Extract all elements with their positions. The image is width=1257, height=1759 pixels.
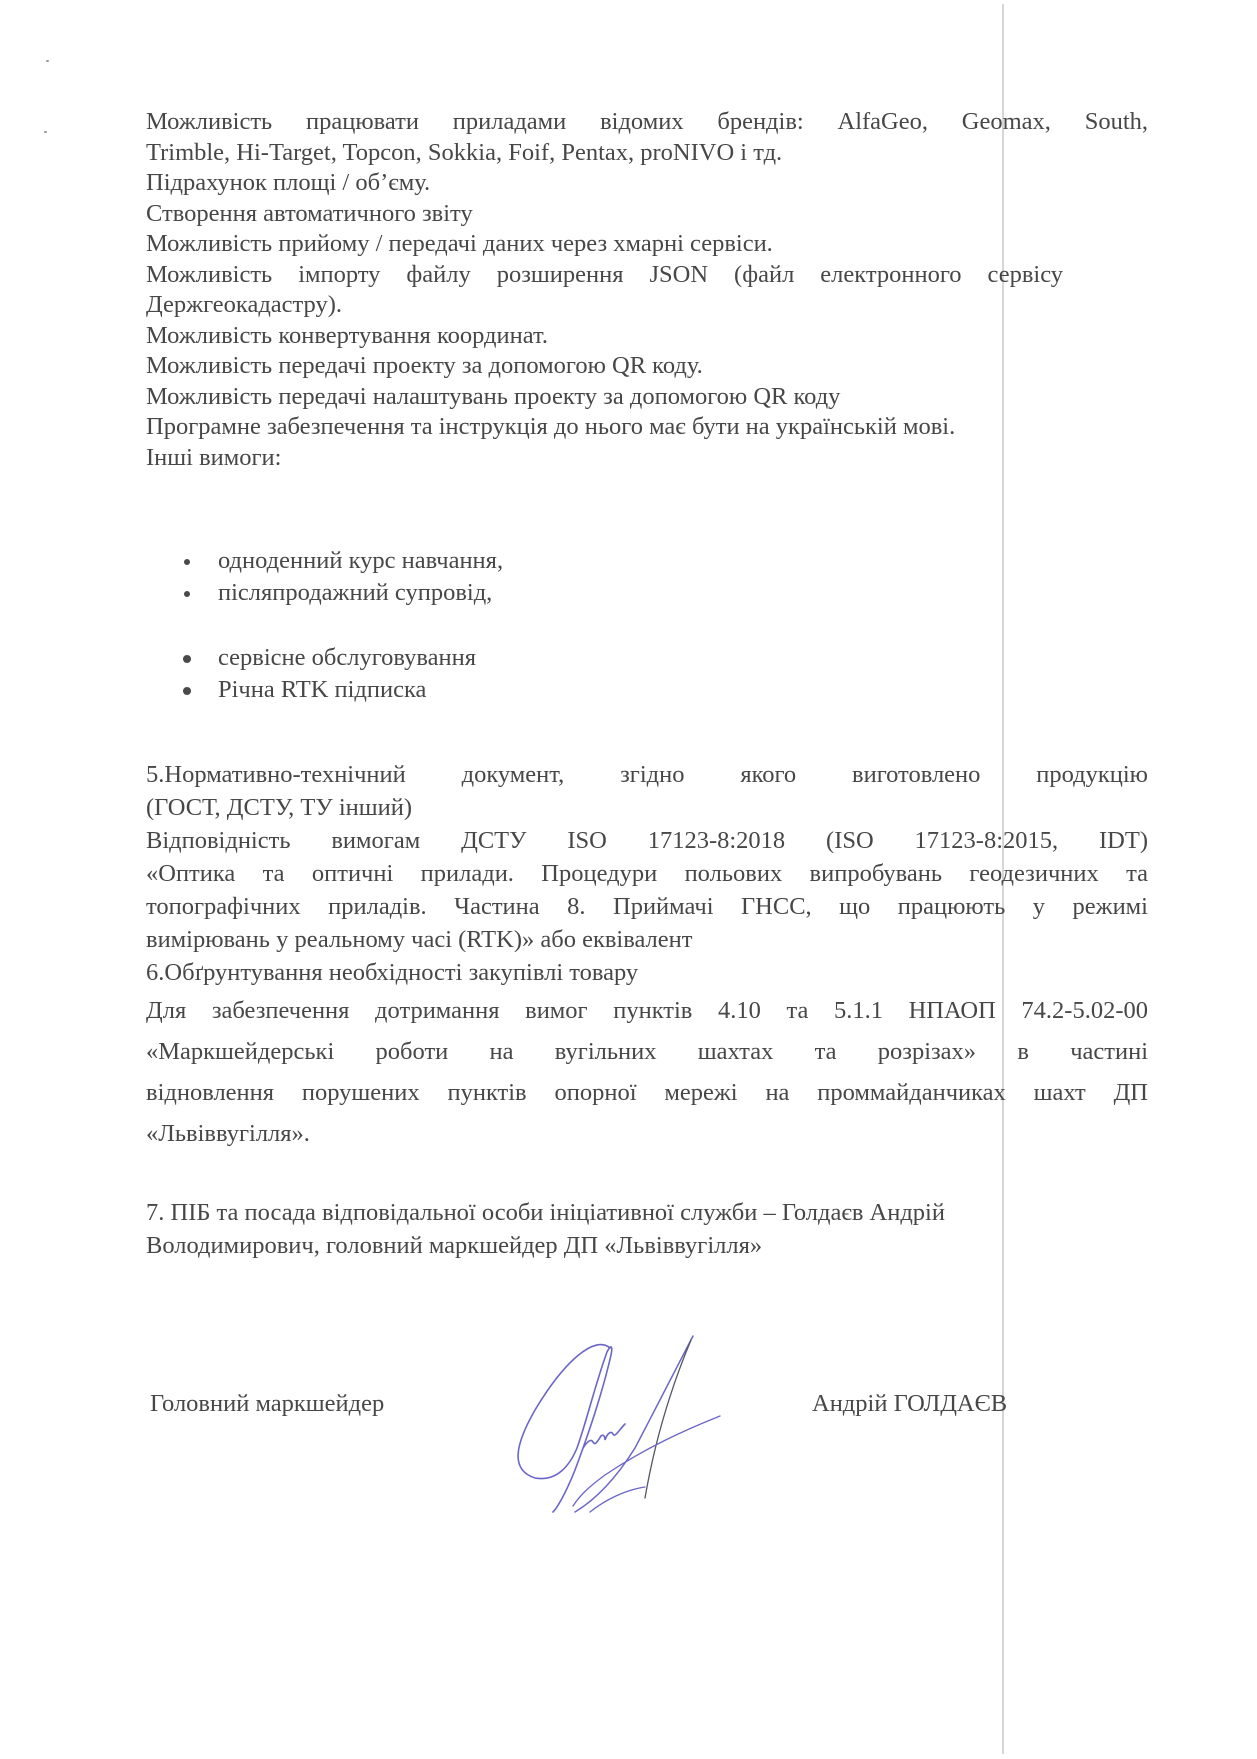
section-6-line: «Львіввугілля». bbox=[146, 1120, 310, 1147]
section-5-line: топографічних приладів. Частина 8. Приймачі ГНСС, що працюють у режимі bbox=[146, 893, 1148, 920]
section-5 bbox=[146, 758, 1148, 956]
bullet-icon bbox=[183, 687, 191, 695]
requirement-line: Створення автоматичного звіту bbox=[146, 199, 473, 227]
section-6-line: Для забезпечення дотримання вимог пунктів 4.10 та 5.1.1 НПАОП 74.2-5.02-00 bbox=[146, 997, 1148, 1024]
requirement-line: Можливість передачі налаштувань проекту за допомогою QR коду bbox=[146, 382, 841, 410]
list-item-text: післяпродажний супровід, bbox=[218, 579, 493, 606]
list-item bbox=[146, 674, 476, 706]
scan-speck bbox=[46, 60, 49, 62]
handwritten-signature bbox=[495, 1330, 735, 1515]
requirements-list bbox=[146, 107, 1148, 473]
section-7-line: 7. ПІБ та посада відповідальної особи ініціативної служби – Голдаєв Андрій bbox=[146, 1199, 945, 1226]
list-item bbox=[146, 577, 503, 609]
section-5-line: «Оптика та оптичні прилади. Процедури польових випробувань геодезичних та bbox=[146, 860, 1148, 887]
list-item bbox=[146, 642, 476, 674]
bullet-icon bbox=[183, 655, 191, 663]
section-5-line: Відповідність вимогам ДСТУ ISO 17123-8:2018 (ISO 17123-8:2015, IDT) bbox=[146, 827, 1148, 854]
section-6-line: «Маркшейдерські роботи на вугільних шахтах та розрізах» в частині bbox=[146, 1038, 1148, 1065]
section-5-line: (ГОСТ, ДСТУ, ТУ інший) bbox=[146, 794, 413, 821]
requirement-line: Можливість передачі проекту за допомогою QR коду. bbox=[146, 352, 703, 379]
section-5-line: 5.Нормативно-технічний документ, згідно якого виготовлено продукцію bbox=[146, 761, 1148, 788]
requirement-line: Можливість імпорту файлу розширення JSON (файл електронного сервісу bbox=[146, 260, 1063, 288]
list-item-text: Річна RTK підписка bbox=[218, 676, 427, 703]
other-requirements-group-2 bbox=[146, 642, 476, 706]
section-6 bbox=[146, 956, 1148, 1154]
section-6-line: відновлення порушених пунктів опорної мережі на проммайданчиках шахт ДП bbox=[146, 1079, 1148, 1106]
requirement-line: Держгеокадастру). bbox=[146, 291, 342, 318]
other-requirements-group-1 bbox=[146, 545, 503, 609]
section-6-heading: 6.Обґрунтування необхідності закупівлі товару bbox=[146, 959, 639, 986]
bullet-icon bbox=[184, 591, 190, 597]
signatory-name: Андрій ГОЛДАЄВ bbox=[812, 1390, 1008, 1417]
requirement-line: Trimble, Hi-Target, Topcon, Sokkia, Foif, Pentax, proNIVO і тд. bbox=[146, 138, 783, 166]
other-requirements-heading: Інші вимоги: bbox=[146, 443, 282, 471]
requirement-line: Можливість конвертування координат. bbox=[146, 321, 548, 349]
requirement-line: Програмне забезпечення та інструкція до нього має бути на українській мові. bbox=[146, 413, 956, 440]
list-item-text: сервісне обслуговування bbox=[218, 644, 477, 671]
requirement-line: Можливість прийому / передачі даних через хмарні сервіси. bbox=[146, 230, 773, 257]
requirement-line: Можливість працювати приладами відомих брендів: AlfaGeo, Geomax, South, bbox=[146, 108, 1148, 135]
bullet-icon bbox=[184, 559, 190, 565]
scan-speck bbox=[44, 131, 47, 133]
section-7-line: Володимирович, головний маркшейдер ДП «Львіввугілля» bbox=[146, 1232, 763, 1259]
requirement-line: Підрахунок площі / об’єму. bbox=[146, 169, 431, 196]
section-5-line: вимірювань у реальному часі (RTK)» або еквівалент bbox=[146, 926, 693, 953]
signatory-position: Головний маркшейдер bbox=[150, 1390, 385, 1417]
list-item-text: одноденний курс навчання, bbox=[218, 547, 504, 574]
list-item bbox=[146, 545, 503, 577]
section-7 bbox=[146, 1196, 1148, 1262]
